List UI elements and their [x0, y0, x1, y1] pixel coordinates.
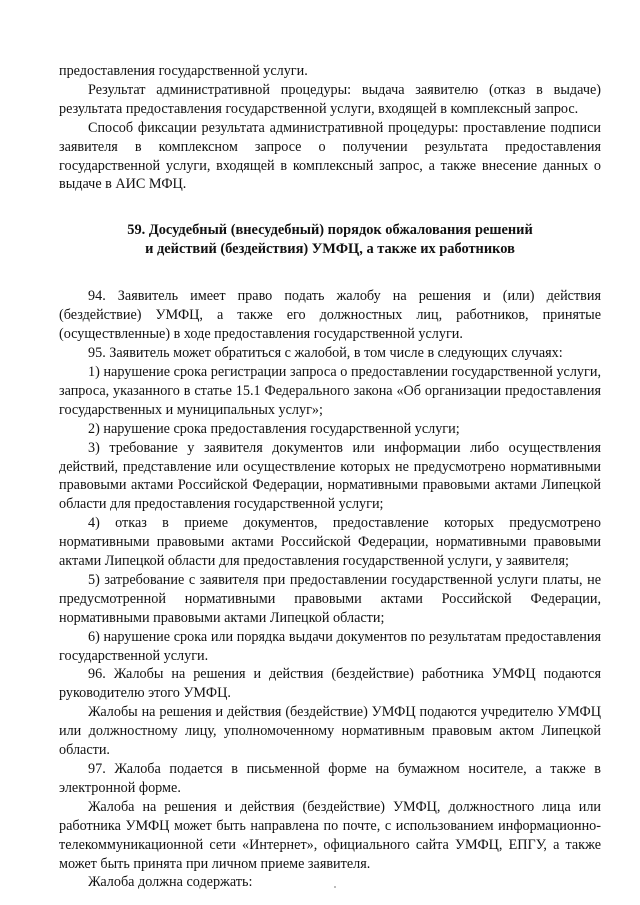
paragraph-96: 96. Жалобы на решения и действия (бездействие) работника УМФЦ подаются руководителю этого УМФЦ. [59, 666, 601, 702]
list-item-3: 3) требование у заявителя документов или информации либо осуществления действий, представление или осуществление которых не предусмотрено нормативными правовыми актами Российской Федерации, нормативными правовыми актами Липецкой области для предоставления государственной услуги; [59, 439, 601, 513]
paragraph-complaints-founder: Жалобы на решения и действия (бездействие) УМФЦ подаются учредителю УМФЦ или должностному лицу, уполномоченному нормативным правовым актом Липецкой области. [59, 704, 601, 759]
paragraph-complaint-channels: Жалоба на решения и действия (бездействие) УМФЦ, должностного лица или работника УМФЦ может быть направлена по почте, с использованием информационно-телекоммуникационной сети «Интернет», официального сайта УМФЦ, ЕПГУ, а также может быть принята при личном приеме заявителя. [59, 798, 601, 872]
paragraph-continuation: предоставления государственной услуги. [59, 63, 308, 79]
list-item-5: 5) затребование с заявителя при предоставлении государственной услуги платы, не предусмотренной нормативными правовыми актами Российской Федерации, нормативными правовыми актами Липецкой области; [59, 571, 601, 626]
scan-speck [334, 886, 336, 888]
paragraph-fixation-method: Способ фиксации результата административной процедуры: проставление подписи заявителя в комплексном запросе о получении результата предоставления государственной услуги, входящей в комплексный запрос, а также внесение данных о выдаче в АИС МФЦ. [59, 119, 601, 193]
list-item-6: 6) нарушение срока или порядка выдачи документов по результатам предоставления государственной услуги. [59, 628, 601, 664]
list-item-2: 2) нарушение срока предоставления государственной услуги; [88, 420, 460, 437]
list-item-1: 1) нарушение срока регистрации запроса о предоставлении государственной услуги, запроса, указанного в статье 15.1 Федерального закона «Об организации предоставления государственных и муниципальных услуг»; [59, 363, 601, 418]
list-item-4: 4) отказ в приеме документов, предоставление которых предусмотрено нормативными правовыми актами Российской Федерации, нормативными правовыми актами Липецкой области для предоставления государственной услуги, у заявителя; [59, 515, 601, 570]
paragraph-complaint-contents: Жалоба должна содержать: [88, 874, 253, 891]
document-body [59, 62, 601, 892]
paragraph-97: 97. Жалоба подается в письменной форме на бумажном носителе, а также в электронной форме. [59, 761, 601, 796]
paragraph-94: 94. Заявитель имеет право подать жалобу на решения и (или) действия (бездействие) УМФЦ, а также его должностных лиц, работников, принятые (осуществленные) в ходе предоставления государственной услуги. [59, 288, 601, 343]
paragraph-result: Результат административной процедуры: выдача заявителю (отказ в выдаче) результата предоставления государственной услуги, входящей в комплексный запрос. [59, 81, 601, 117]
section-heading: 59. Досудебный (внесудебный) порядок обжалования решений и действий (бездействия) УМФЦ, а также их работников [127, 222, 533, 258]
paragraph-95: 95. Заявитель может обратиться с жалобой, в том числе в следующих случаях: [88, 345, 563, 362]
